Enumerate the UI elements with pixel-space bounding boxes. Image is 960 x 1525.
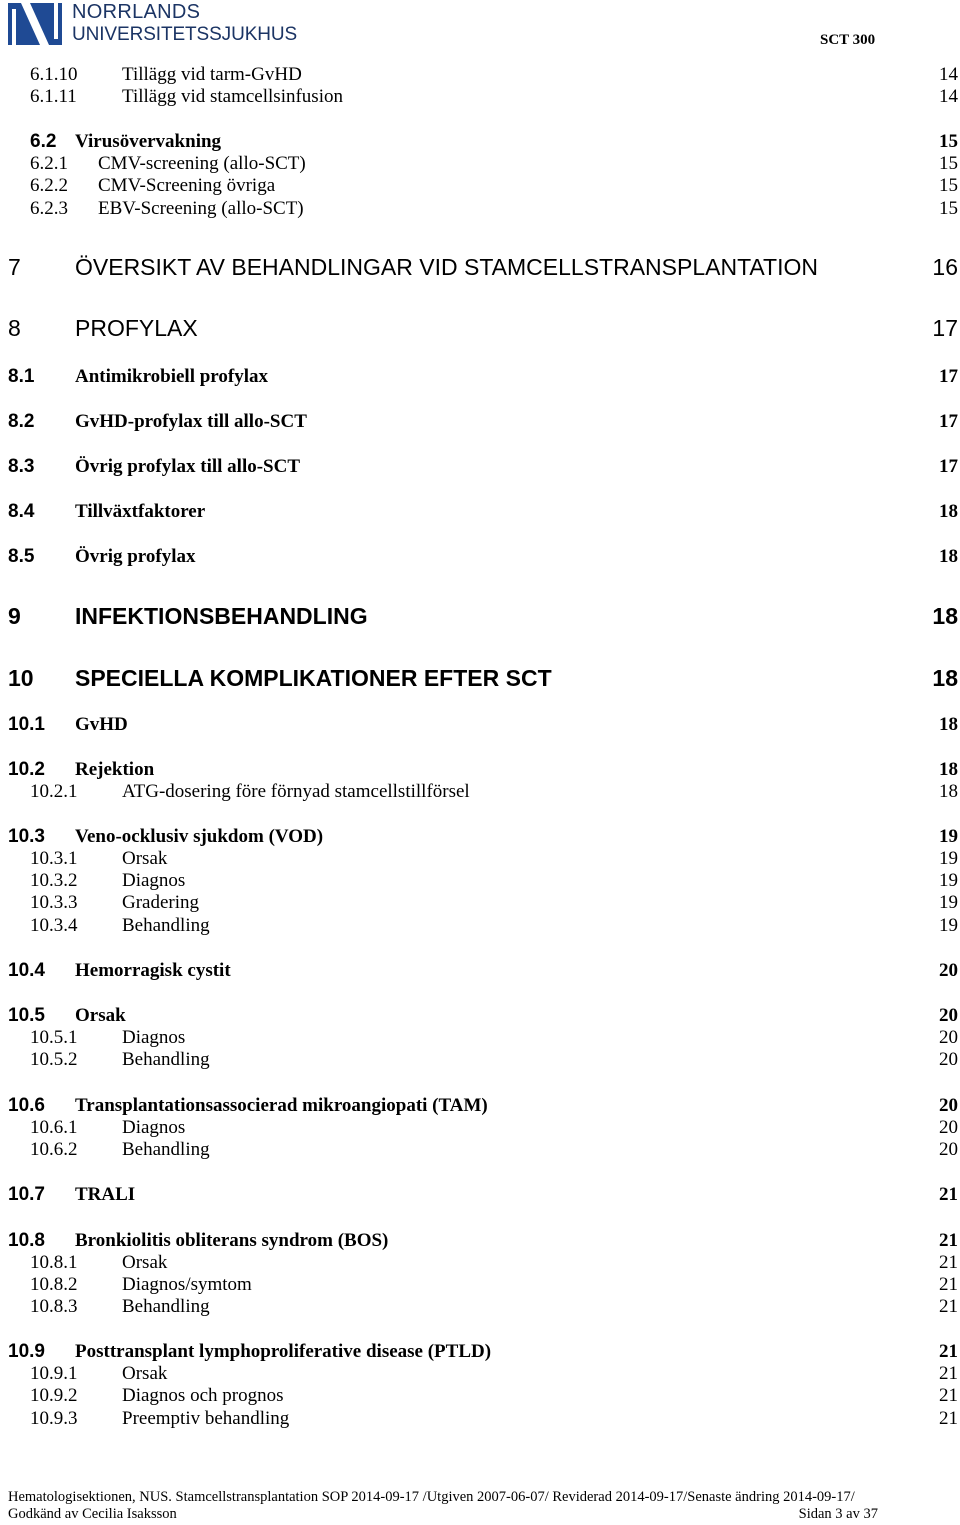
toc-entry xyxy=(0,870,960,892)
toc-entry xyxy=(0,781,960,803)
toc-title: Diagnos och prognos xyxy=(122,1385,284,1406)
toc-entry xyxy=(0,892,960,914)
toc-page: 18 xyxy=(939,501,958,522)
toc-entry xyxy=(0,366,960,388)
toc-entry xyxy=(0,175,960,197)
toc-page: 15 xyxy=(939,131,958,152)
toc-page: 20 xyxy=(939,1049,958,1070)
toc-chapter-entry xyxy=(0,253,960,281)
toc-entry xyxy=(0,915,960,937)
logo-text-line1: NORRLANDS xyxy=(72,1,201,23)
toc-page: 20 xyxy=(939,960,958,981)
toc-entry xyxy=(0,1139,960,1161)
toc-title: Orsak xyxy=(122,1363,168,1384)
toc-page: 14 xyxy=(939,86,958,107)
toc-page: 18 xyxy=(932,603,958,629)
toc-chapter-entry xyxy=(0,664,960,692)
toc-title: Transplantationsassocierad mikroangiopati (TAM) xyxy=(75,1095,488,1116)
toc-page: 21 xyxy=(939,1230,958,1251)
toc-title: Behandling xyxy=(122,1049,210,1070)
toc-title: Gradering xyxy=(122,892,200,913)
toc-number: 10.9.2 xyxy=(30,1385,78,1406)
toc-number: 8.1 xyxy=(8,366,35,387)
toc-page: 14 xyxy=(939,64,958,85)
toc-number: 7 xyxy=(8,254,21,280)
toc-page: 18 xyxy=(939,546,958,567)
toc-title: Preemptiv behandling xyxy=(122,1408,290,1429)
toc-title: Diagnos/symtom xyxy=(122,1274,252,1295)
toc-entry xyxy=(0,1252,960,1274)
toc-page: 17 xyxy=(939,411,958,432)
toc-entry xyxy=(0,86,960,108)
toc-title: ÖVERSIKT AV BEHANDLINGAR VID STAMCELLSTRANSPLANTATION xyxy=(75,254,818,280)
toc-title: Hemorragisk cystit xyxy=(75,960,231,981)
document-code: SCT 300 xyxy=(820,32,876,48)
toc-entry xyxy=(0,1184,960,1206)
toc-page: 18 xyxy=(939,759,958,780)
toc-number: 10 xyxy=(8,665,34,691)
toc-title: CMV-Screening övriga xyxy=(98,175,276,196)
toc-number: 10.2.1 xyxy=(30,781,78,802)
toc-title: Veno-ocklusiv sjukdom (VOD) xyxy=(75,826,324,847)
toc-page: 18 xyxy=(939,714,958,735)
toc-number: 6.1.11 xyxy=(30,86,77,107)
toc-entry xyxy=(0,960,960,982)
toc-entry xyxy=(0,64,960,86)
toc-number: 8.4 xyxy=(8,501,35,522)
toc-entry xyxy=(0,501,960,523)
toc-title: Orsak xyxy=(122,848,168,869)
toc-number: 10.6.2 xyxy=(30,1139,78,1160)
toc-title: Tillväxtfaktorer xyxy=(75,501,206,522)
toc-entry xyxy=(0,1230,960,1252)
toc-page: 18 xyxy=(939,781,958,802)
toc-page: 18 xyxy=(932,665,958,691)
toc-number: 9 xyxy=(8,603,21,629)
toc-page: 20 xyxy=(939,1005,958,1026)
toc-entry xyxy=(0,198,960,220)
toc-page: 20 xyxy=(939,1117,958,1138)
toc-number: 10.8.1 xyxy=(30,1252,78,1273)
toc-page: 21 xyxy=(939,1341,958,1362)
toc-page: 21 xyxy=(939,1385,958,1406)
toc-entry xyxy=(0,1274,960,1296)
toc-title: Behandling xyxy=(122,1296,210,1317)
toc-title: SPECIELLA KOMPLIKATIONER EFTER SCT xyxy=(75,665,552,691)
toc-entry xyxy=(0,546,960,568)
toc-page: 19 xyxy=(939,915,958,936)
toc-entry xyxy=(0,826,960,848)
footer-page-number: Sidan 3 av 37 xyxy=(798,1506,878,1522)
toc-number: 10.3.3 xyxy=(30,892,78,913)
toc-entry xyxy=(0,1341,960,1363)
toc-entry xyxy=(0,1408,960,1430)
toc-page: 21 xyxy=(939,1408,958,1429)
toc-chapter-entry xyxy=(0,314,960,342)
toc-number: 6.2.1 xyxy=(30,153,68,174)
toc-number: 10.2 xyxy=(8,759,45,780)
toc-number: 10.5.1 xyxy=(30,1027,78,1048)
toc-number: 8 xyxy=(8,315,21,341)
toc-number: 10.3.1 xyxy=(30,848,78,869)
footer-approved-by: Godkänd av Cecilia Isaksson xyxy=(8,1506,177,1522)
toc-page: 19 xyxy=(939,826,958,847)
logo-text-line2: UNIVERSITETSSJUKHUS xyxy=(72,24,298,45)
toc-title: Behandling xyxy=(122,1139,210,1160)
toc-number: 10.9 xyxy=(8,1341,45,1362)
toc-page: 16 xyxy=(932,254,958,280)
toc-number: 10.3.2 xyxy=(30,870,78,891)
toc-page: 19 xyxy=(939,892,958,913)
toc-number: 10.8 xyxy=(8,1230,45,1251)
toc-page: 21 xyxy=(939,1296,958,1317)
toc-entry xyxy=(0,1005,960,1027)
toc-number: 10.8.3 xyxy=(30,1296,78,1317)
toc-title: ATG-dosering före förnyad stamcellstillförsel xyxy=(122,781,470,802)
toc-number: 10.6.1 xyxy=(30,1117,78,1138)
toc-entry xyxy=(0,1117,960,1139)
toc-title: Tillägg vid tarm-GvHD xyxy=(122,64,302,85)
toc-number: 10.1 xyxy=(8,714,45,735)
toc-number: 8.5 xyxy=(8,546,35,567)
toc-entry xyxy=(0,1095,960,1117)
toc-page: 15 xyxy=(939,198,958,219)
toc-page: 20 xyxy=(939,1095,958,1116)
toc-title: Övrig profylax till allo-SCT xyxy=(75,456,301,477)
toc-title: EBV-Screening (allo-SCT) xyxy=(98,198,304,219)
toc-title: Diagnos xyxy=(122,1027,186,1048)
toc-title: Behandling xyxy=(122,915,210,936)
toc-number: 10.5 xyxy=(8,1005,45,1026)
toc-entry xyxy=(0,714,960,736)
toc-entry xyxy=(0,1363,960,1385)
toc-title: PROFYLAX xyxy=(75,315,198,341)
toc-title: CMV-screening (allo-SCT) xyxy=(98,153,306,174)
toc-page: 17 xyxy=(939,456,958,477)
toc-entry xyxy=(0,1385,960,1407)
toc-title: Antimikrobiell profylax xyxy=(75,366,269,387)
toc-entry xyxy=(0,153,960,175)
toc-number: 8.2 xyxy=(8,411,35,432)
toc-page: 20 xyxy=(939,1027,958,1048)
toc-entry xyxy=(0,1027,960,1049)
toc-page: 17 xyxy=(939,366,958,387)
toc-entry xyxy=(0,131,960,153)
toc-page: 21 xyxy=(939,1184,958,1205)
toc-page: 21 xyxy=(939,1363,958,1384)
toc-entry xyxy=(0,1049,960,1071)
toc-number: 10.5.2 xyxy=(30,1049,78,1070)
toc-title: Bronkiolitis obliterans syndrom (BOS) xyxy=(75,1230,389,1251)
toc-title: Virusövervakning xyxy=(75,131,222,152)
toc-number: 10.3.4 xyxy=(30,915,78,936)
nus-logo-icon xyxy=(8,3,62,45)
toc-page: 20 xyxy=(939,1139,958,1160)
toc-title: Rejektion xyxy=(75,759,155,780)
toc-number: 6.1.10 xyxy=(30,64,78,85)
toc-page: 21 xyxy=(939,1274,958,1295)
toc-page: 21 xyxy=(939,1252,958,1273)
toc-page: 17 xyxy=(932,315,958,341)
toc-page: 15 xyxy=(939,175,958,196)
footer-document-info: Hematologisektionen, NUS. Stamcellstransplantation SOP 2014-09-17 /Utgiven 2007-06-07/ Reviderad 2014-09-17/Senaste ändring 2014-09-17/ xyxy=(8,1489,855,1505)
toc-title: Diagnos xyxy=(122,1117,186,1138)
toc-number: 10.7 xyxy=(8,1184,45,1205)
toc-entry xyxy=(0,759,960,781)
toc-title: Tillägg vid stamcellsinfusion xyxy=(122,86,343,107)
toc-title: TRALI xyxy=(75,1184,136,1205)
toc-title: Diagnos xyxy=(122,870,186,891)
toc-number: 10.3 xyxy=(8,826,45,847)
toc-number: 10.6 xyxy=(8,1095,45,1116)
toc-number: 10.4 xyxy=(8,960,45,981)
toc-title: GvHD xyxy=(75,714,128,735)
toc-page: 19 xyxy=(939,870,958,891)
toc-chapter-entry xyxy=(0,602,960,630)
toc-entry xyxy=(0,848,960,870)
toc-title: GvHD-profylax till allo-SCT xyxy=(75,411,307,432)
toc-page: 15 xyxy=(939,153,958,174)
toc-number: 6.2 xyxy=(30,131,57,152)
toc-entry xyxy=(0,411,960,433)
toc-title: Orsak xyxy=(75,1005,126,1026)
toc-number: 6.2.2 xyxy=(30,175,68,196)
toc-title: INFEKTIONSBEHANDLING xyxy=(75,603,368,629)
toc-title: Orsak xyxy=(122,1252,168,1273)
toc-number: 8.3 xyxy=(8,456,35,477)
toc-entry xyxy=(0,456,960,478)
toc-number: 6.2.3 xyxy=(30,198,68,219)
toc-number: 10.9.1 xyxy=(30,1363,78,1384)
toc-number: 10.8.2 xyxy=(30,1274,78,1295)
toc-number: 10.9.3 xyxy=(30,1408,78,1429)
toc-page: 19 xyxy=(939,848,958,869)
toc-title: Posttransplant lymphoproliferative disease (PTLD) xyxy=(75,1341,492,1362)
toc-title: Övrig profylax xyxy=(75,546,196,567)
toc-entry xyxy=(0,1296,960,1318)
